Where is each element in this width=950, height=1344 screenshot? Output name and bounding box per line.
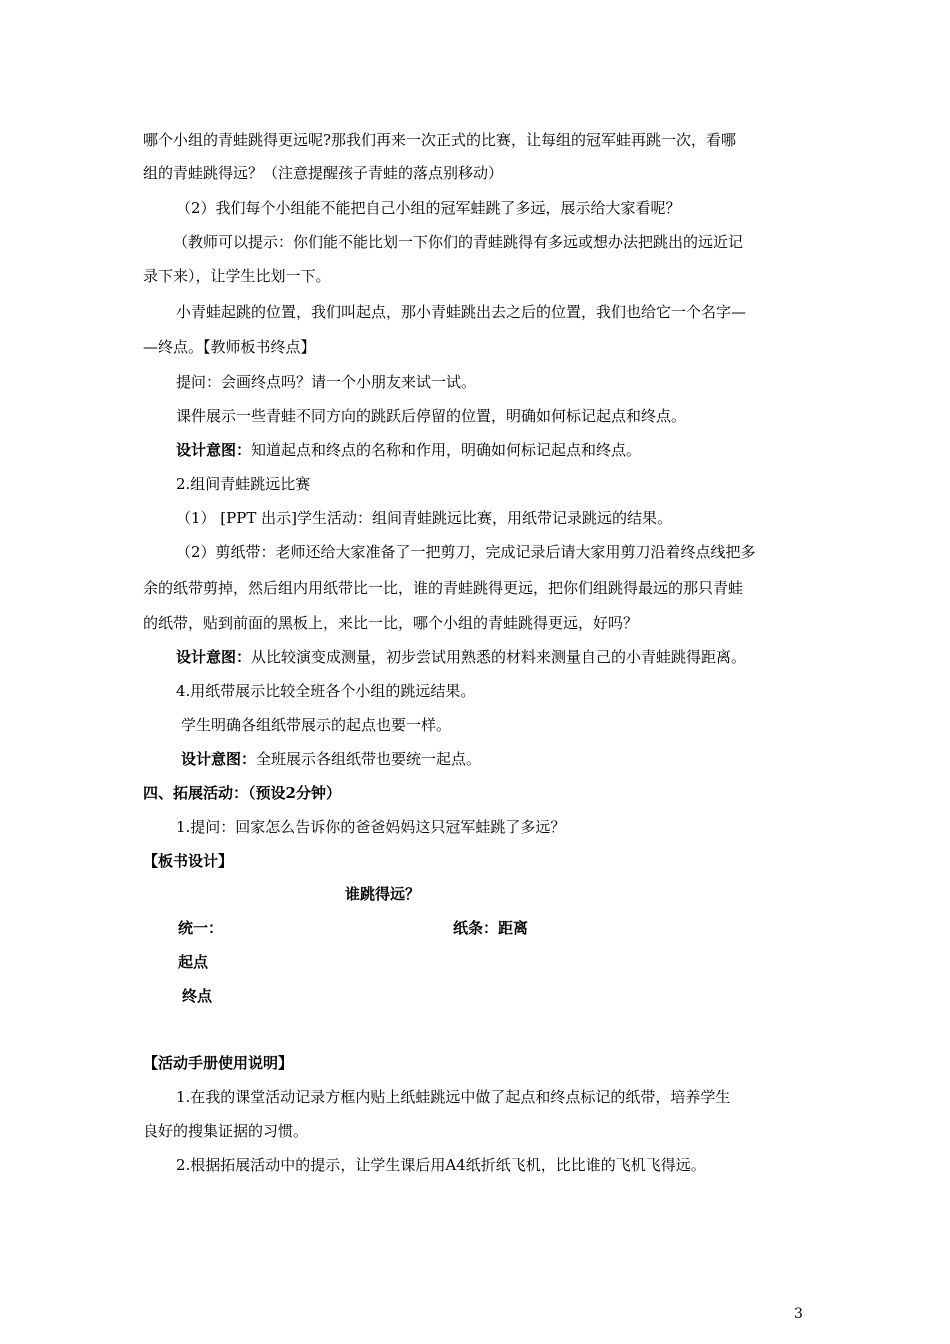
paragraph-line: 的纸带，贴到前面的黑板上，来比一比，哪个小组的青蛙跳得更远，好吗？: [143, 614, 639, 632]
paragraph-line: 2.组间青蛙跳远比赛: [176, 475, 311, 493]
design-intent-line: 设计意图：全班展示各组纸带也要统一起点。: [181, 750, 482, 768]
board-item: 终点: [182, 987, 213, 1005]
paragraph-line: 余的纸带剪掉，然后组内用纸带比一比，谁的青蛙跳得更远，把你们组跳得最远的那只青蛙: [143, 579, 744, 597]
paragraph-line: 课件展示一些青蛙不同方向的跳跃后停留的位置，明确如何标记起点和终点。: [176, 407, 687, 425]
handbook-heading: 【活动手册使用说明】: [143, 1054, 294, 1072]
paragraph-line: —终点。【教师板书终点】: [143, 338, 316, 356]
paragraph-line: （2）我们每个小组能不能把自己小组的冠军蛙跳了多远，展示给大家看呢？: [176, 199, 681, 217]
design-intent-label: 设计意图：: [176, 648, 252, 666]
paragraph-line: （教师可以提示：你们能不能比划一下你们的青蛙跳得有多远或想办法把跳出的远近记: [173, 233, 744, 251]
paragraph-line: 2.根据拓展活动中的提示，让学生课后用A4纸折纸飞机，比比谁的飞机飞得远。: [176, 1156, 706, 1174]
design-intent-label: 设计意图：: [181, 750, 257, 768]
paragraph-line: 学生明确各组纸带展示的起点也要一样。: [181, 716, 452, 734]
paragraph-line: 小青蛙起跳的位置，我们叫起点，那小青蛙跳出去之后的位置，我们也给它一个名字—: [176, 303, 747, 321]
board-design-heading: 【板书设计】: [143, 852, 234, 870]
board-item: 起点: [178, 953, 209, 971]
paragraph-line: 良好的搜集证据的习惯。: [143, 1122, 309, 1140]
design-intent-label: 设计意图：: [176, 441, 252, 459]
paragraph-line: （2）剪纸带：老师还给大家准备了一把剪刀，完成记录后请大家用剪刀沿着终点线把多: [176, 543, 756, 561]
paragraph-line: 4.用纸带展示比较全班各个小组的跳远结果。: [176, 682, 476, 700]
paragraph-line: 1.提问：回家怎么告诉你的爸爸妈妈这只冠军蛙跳了多远？: [176, 818, 566, 836]
section-heading: 四、拓展活动：（预设2分钟）: [143, 784, 341, 802]
board-item: 纸条：距离: [453, 919, 529, 937]
page-number: 3: [794, 1306, 803, 1322]
paragraph-line: 提问：会画终点吗？请一个小朋友来试一试。: [176, 373, 477, 391]
paragraph-line: 组的青蛙跳得远？（注意提醒孩子青蛙的落点别移动）: [143, 164, 504, 182]
paragraph-line: （1） [PPT 出示]学生活动：组间青蛙跳远比赛，用纸带记录跳远的结果。: [176, 509, 672, 527]
board-item: 统一：: [178, 919, 224, 937]
paragraph-line: 哪个小组的青蛙跳得更远呢?那我们再来一次正式的比赛，让每组的冠军蛙再跳一次，看哪: [143, 131, 737, 149]
paragraph-line: 录下来），让学生比划一下。: [143, 267, 331, 285]
board-title: 谁跳得远？: [345, 885, 421, 903]
design-intent-line: 设计意图：知道起点和终点的名称和作用，明确如何标记起点和终点。: [176, 441, 642, 459]
paragraph-line: 1.在我的课堂活动记录方框内贴上纸蛙跳远中做了起点和终点标记的纸带，培养学生: [176, 1088, 731, 1106]
design-intent-line: 设计意图：从比较演变成测量，初步尝试用熟悉的材料来测量自己的小青蛙跳得距离。: [176, 648, 747, 666]
